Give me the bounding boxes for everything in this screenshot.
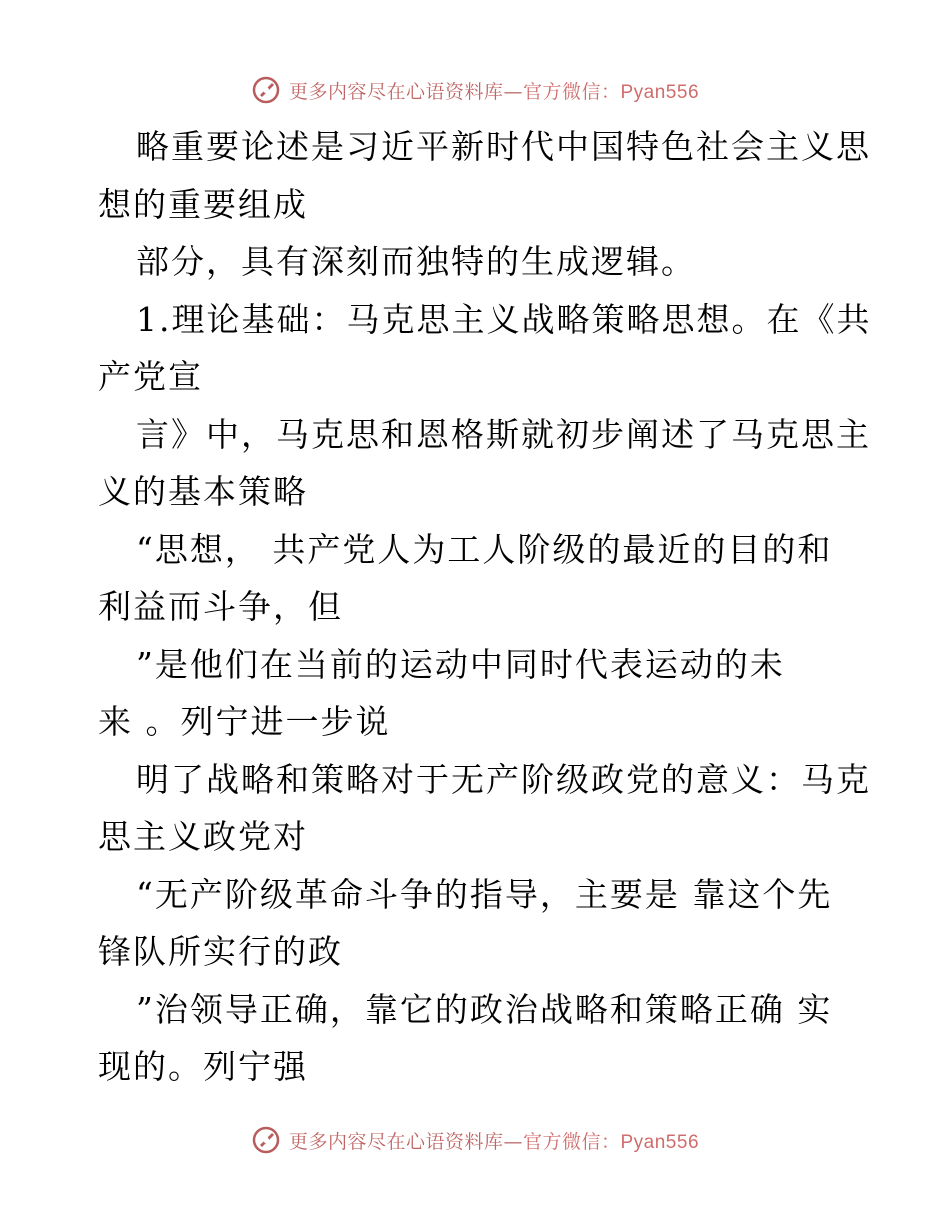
text-line: “思想， 共产党人为工人阶级的最近的目的和: [136, 529, 833, 569]
watermark-text: [289, 1127, 699, 1154]
text-line: 锋队所实行的政: [98, 932, 343, 971]
quill-seal-icon: [251, 1125, 281, 1155]
document-body: [98, 118, 888, 1096]
text-line: 想的重要组成: [98, 184, 308, 224]
text-line: 来 。列宁进一步说: [98, 702, 391, 741]
watermark-account: 官方微信：Pyan556: [523, 81, 700, 103]
text-line: 产党宣: [98, 357, 203, 396]
text-line: ”治领导正确，靠它的政治战略和策略正确 实: [136, 989, 833, 1029]
watermark-text: [289, 77, 699, 104]
text-line: 思主义政党对: [98, 817, 308, 856]
watermark-account: 官方微信：Pyan556: [523, 1131, 700, 1153]
header-watermark: [0, 70, 950, 110]
watermark-dash: —: [503, 80, 523, 103]
text-line: 现的。列宁强: [98, 1047, 308, 1086]
text-line: “无产阶级革命斗争的指导，主要是 靠这个先: [136, 874, 833, 914]
text-line: 言》中，马克思和恩格斯就初步阐述了马克思主: [136, 414, 871, 454]
footer-watermark: [0, 1120, 950, 1160]
text-line: ”是他们在当前的运动中同时代表运动的未: [136, 644, 785, 684]
quill-seal-icon: [251, 75, 281, 105]
text-line: 义的基本策略: [98, 472, 308, 511]
text-line: 1.理论基础：马克思主义战略策略思想。在《共: [136, 299, 872, 339]
text-line: 部分，具有深刻而独特的生成逻辑。: [136, 242, 696, 281]
watermark-brand: 更多内容尽在心语资料库: [288, 80, 504, 103]
text-line: 略重要论述是习近平新时代中国特色社会主义思: [136, 127, 871, 166]
watermark-brand: 更多内容尽在心语资料库: [288, 1130, 504, 1153]
watermark-dash: —: [503, 1130, 523, 1153]
text-line: 明了战略和策略对于无产阶级政党的意义：马克: [136, 759, 871, 799]
text-line: 利益而斗争，但: [98, 587, 343, 626]
